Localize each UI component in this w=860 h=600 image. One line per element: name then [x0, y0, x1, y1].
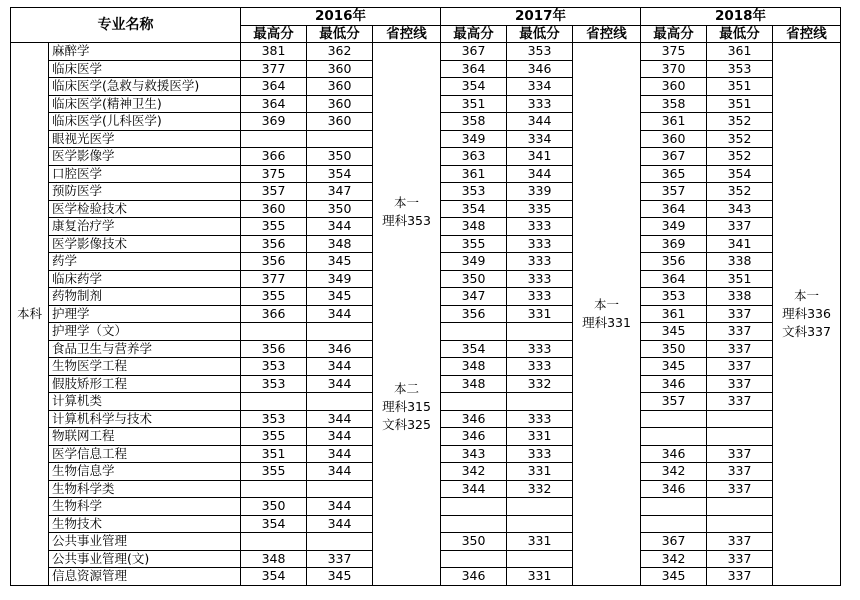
min-score-2017: 333	[507, 340, 573, 358]
major-name-cell: 护理学	[49, 305, 241, 323]
min-score-2017: 334	[507, 78, 573, 96]
min-score-2018	[707, 498, 773, 516]
min-score-2017: 346	[507, 60, 573, 78]
max-score-2018: 361	[641, 305, 707, 323]
major-name-cell: 假肢矫形工程	[49, 375, 241, 393]
major-name-cell: 信息资源管理	[49, 568, 241, 586]
max-score-2016: 366	[241, 148, 307, 166]
min-score-2018: 338	[707, 288, 773, 306]
max-score-2018	[641, 410, 707, 428]
min-score-2018	[707, 410, 773, 428]
year-header-2016: 2016年	[241, 8, 441, 26]
major-name-cell: 生物技术	[49, 515, 241, 533]
max-score-2017: 363	[441, 148, 507, 166]
max-score-2017: 354	[441, 78, 507, 96]
max-score-2017: 349	[441, 253, 507, 271]
min-score-2017: 333	[507, 95, 573, 113]
min-score-2016: 360	[307, 95, 373, 113]
min-score-2018: 338	[707, 253, 773, 271]
min-score-2016	[307, 533, 373, 551]
major-name-cell: 口腔医学	[49, 165, 241, 183]
min-score-2016: 345	[307, 253, 373, 271]
max-score-2018	[641, 428, 707, 446]
max-score-2016: 356	[241, 253, 307, 271]
max-score-2016: 356	[241, 235, 307, 253]
max-score-2018: 346	[641, 480, 707, 498]
min-score-2018: 343	[707, 200, 773, 218]
min-score-2018: 352	[707, 148, 773, 166]
max-score-2016	[241, 130, 307, 148]
control-line-header: 省控线	[573, 25, 641, 43]
min-score-2018: 337	[707, 358, 773, 376]
major-name-cell: 临床医学(儿科医学)	[49, 113, 241, 131]
max-score-2018: 361	[641, 113, 707, 131]
max-score-2018: 364	[641, 200, 707, 218]
min-score-2017: 344	[507, 165, 573, 183]
min-score-2018	[707, 428, 773, 446]
major-name-cell: 医学检验技术	[49, 200, 241, 218]
control-line-2016	[373, 43, 441, 586]
min-score-2016: 337	[307, 550, 373, 568]
max-score-2016: 377	[241, 270, 307, 288]
min-score-2017	[507, 550, 573, 568]
major-name-cell: 临床医学	[49, 60, 241, 78]
admission-scores-document	[10, 7, 841, 586]
major-name-cell: 药学	[49, 253, 241, 271]
min-score-2018: 337	[707, 463, 773, 481]
min-score-2018: 353	[707, 60, 773, 78]
max-score-2016: 356	[241, 340, 307, 358]
major-name-cell: 临床医学(精神卫生)	[49, 95, 241, 113]
max-score-2017: 354	[441, 200, 507, 218]
degree-level-cell: 本科	[11, 43, 49, 586]
min-score-2016	[307, 480, 373, 498]
max-score-2018: 367	[641, 533, 707, 551]
max-score-2018: 345	[641, 568, 707, 586]
min-score-2016: 344	[307, 463, 373, 481]
major-name-header: 专业名称	[11, 8, 241, 43]
max-score-2016: 377	[241, 60, 307, 78]
min-score-2018: 351	[707, 270, 773, 288]
major-name-cell: 医学影像技术	[49, 235, 241, 253]
max-score-2017: 367	[441, 43, 507, 61]
max-score-2018: 342	[641, 550, 707, 568]
min-score-2017	[507, 393, 573, 411]
major-name-cell: 医学影像学	[49, 148, 241, 166]
major-name-cell: 麻醉学	[49, 43, 241, 61]
max-score-2017	[441, 515, 507, 533]
major-name-cell: 计算机科学与技术	[49, 410, 241, 428]
min-score-2016: 349	[307, 270, 373, 288]
min-score-header: 最低分	[707, 25, 773, 43]
max-score-2018: 369	[641, 235, 707, 253]
min-score-2016	[307, 393, 373, 411]
min-score-2016: 344	[307, 410, 373, 428]
max-score-2016: 353	[241, 358, 307, 376]
max-score-2017: 355	[441, 235, 507, 253]
min-score-2018: 337	[707, 480, 773, 498]
max-score-2017: 349	[441, 130, 507, 148]
max-score-2018: 357	[641, 183, 707, 201]
min-score-2017: 333	[507, 235, 573, 253]
min-score-2017: 331	[507, 533, 573, 551]
max-score-2017	[441, 498, 507, 516]
min-score-2018: 337	[707, 375, 773, 393]
min-score-2016: 344	[307, 218, 373, 236]
min-score-2018: 352	[707, 113, 773, 131]
table-header	[11, 8, 841, 43]
max-score-2018: 357	[641, 393, 707, 411]
major-name-cell: 护理学（文）	[49, 323, 241, 341]
min-score-2018: 337	[707, 550, 773, 568]
max-score-2016: 364	[241, 95, 307, 113]
max-score-2017	[441, 393, 507, 411]
min-score-2016: 344	[307, 358, 373, 376]
max-score-2017: 353	[441, 183, 507, 201]
min-score-2018: 337	[707, 305, 773, 323]
max-score-header: 最高分	[441, 25, 507, 43]
major-name-cell: 食品卫生与营养学	[49, 340, 241, 358]
max-score-2016: 366	[241, 305, 307, 323]
max-score-2017: 348	[441, 358, 507, 376]
control-line-text: 文科325	[382, 416, 431, 432]
major-name-cell: 计算机类	[49, 393, 241, 411]
max-score-2016: 355	[241, 218, 307, 236]
control-line-text: 理科336	[782, 305, 831, 321]
major-name-cell: 药物制剂	[49, 288, 241, 306]
control-line-header: 省控线	[373, 25, 441, 43]
min-score-2018: 337	[707, 445, 773, 463]
control-line-text: 本一	[793, 287, 819, 303]
max-score-header: 最高分	[641, 25, 707, 43]
max-score-2016: 353	[241, 410, 307, 428]
max-score-2018: 345	[641, 323, 707, 341]
min-score-2017: 332	[507, 480, 573, 498]
min-score-2018: 337	[707, 568, 773, 586]
max-score-2016: 348	[241, 550, 307, 568]
min-score-2017: 334	[507, 130, 573, 148]
major-name-cell: 眼视光医学	[49, 130, 241, 148]
major-name-cell: 生物科学	[49, 498, 241, 516]
max-score-2018: 345	[641, 358, 707, 376]
max-score-2018: 353	[641, 288, 707, 306]
control-line-text: 理科353	[382, 212, 431, 228]
min-score-2016: 345	[307, 568, 373, 586]
max-score-2016: 350	[241, 498, 307, 516]
major-name-cell: 生物医学工程	[49, 358, 241, 376]
major-name-cell: 临床医学(急救与救援医学)	[49, 78, 241, 96]
major-name-cell: 临床药学	[49, 270, 241, 288]
min-score-2018: 351	[707, 95, 773, 113]
max-score-2016: 355	[241, 288, 307, 306]
max-score-2017: 342	[441, 463, 507, 481]
min-score-2017: 333	[507, 270, 573, 288]
control-line-text: 本一	[593, 296, 619, 312]
min-score-2017: 333	[507, 288, 573, 306]
max-score-2016: 364	[241, 78, 307, 96]
min-score-2017: 341	[507, 148, 573, 166]
max-score-2018: 360	[641, 130, 707, 148]
max-score-2018: 367	[641, 148, 707, 166]
min-score-2017: 332	[507, 375, 573, 393]
max-score-2016: 355	[241, 463, 307, 481]
min-score-2018: 361	[707, 43, 773, 61]
major-name-cell: 物联网工程	[49, 428, 241, 446]
min-score-2017: 333	[507, 218, 573, 236]
max-score-2018: 360	[641, 78, 707, 96]
min-score-2016: 360	[307, 60, 373, 78]
table-row	[11, 43, 841, 61]
max-score-2018: 358	[641, 95, 707, 113]
score-table	[10, 7, 841, 586]
max-score-2018: 342	[641, 463, 707, 481]
major-name-cell: 康复治疗学	[49, 218, 241, 236]
max-score-2017: 354	[441, 340, 507, 358]
min-score-2016: 348	[307, 235, 373, 253]
max-score-2016: 375	[241, 165, 307, 183]
min-score-2018: 351	[707, 78, 773, 96]
min-score-2017	[507, 498, 573, 516]
min-score-2018: 337	[707, 340, 773, 358]
min-score-2016: 354	[307, 165, 373, 183]
min-score-2017	[507, 515, 573, 533]
min-score-2016: 344	[307, 515, 373, 533]
min-score-2017: 333	[507, 253, 573, 271]
min-score-2018: 352	[707, 183, 773, 201]
max-score-2016: 381	[241, 43, 307, 61]
table-body	[11, 43, 841, 586]
min-score-2016: 360	[307, 78, 373, 96]
major-name-cell: 生物科学类	[49, 480, 241, 498]
max-score-2017: 358	[441, 113, 507, 131]
max-score-2018	[641, 515, 707, 533]
max-score-2017	[441, 550, 507, 568]
max-score-2017: 346	[441, 410, 507, 428]
max-score-2016: 357	[241, 183, 307, 201]
min-score-2016: 344	[307, 445, 373, 463]
min-score-2016	[307, 323, 373, 341]
year-header-2018: 2018年	[641, 8, 841, 26]
max-score-2017: 343	[441, 445, 507, 463]
max-score-2018: 346	[641, 375, 707, 393]
max-score-2017: 347	[441, 288, 507, 306]
major-name-cell: 生物信息学	[49, 463, 241, 481]
max-score-2016: 369	[241, 113, 307, 131]
major-name-cell: 医学信息工程	[49, 445, 241, 463]
min-score-2017: 333	[507, 358, 573, 376]
min-score-2016: 344	[307, 498, 373, 516]
max-score-2018: 356	[641, 253, 707, 271]
control-line-2017	[573, 43, 641, 586]
min-score-2016: 350	[307, 200, 373, 218]
min-score-2017: 339	[507, 183, 573, 201]
max-score-2016: 351	[241, 445, 307, 463]
min-score-2018: 337	[707, 218, 773, 236]
major-name-cell: 预防医学	[49, 183, 241, 201]
max-score-2016: 353	[241, 375, 307, 393]
control-line-text: 文科337	[782, 323, 831, 339]
max-score-2017: 350	[441, 270, 507, 288]
min-score-2018: 337	[707, 393, 773, 411]
max-score-2016	[241, 393, 307, 411]
max-score-2017: 356	[441, 305, 507, 323]
max-score-2017: 351	[441, 95, 507, 113]
min-score-2016: 345	[307, 288, 373, 306]
max-score-2017: 344	[441, 480, 507, 498]
max-score-2017: 346	[441, 428, 507, 446]
min-score-2017: 333	[507, 445, 573, 463]
major-name-cell: 公共事业管理(文)	[49, 550, 241, 568]
max-score-2016	[241, 480, 307, 498]
year-header-2017: 2017年	[441, 8, 641, 26]
max-score-2018: 370	[641, 60, 707, 78]
min-score-2017: 331	[507, 568, 573, 586]
max-score-2017: 348	[441, 375, 507, 393]
control-line-text: 本二	[393, 380, 419, 396]
min-score-2017: 331	[507, 305, 573, 323]
min-score-2017	[507, 323, 573, 341]
min-score-header: 最低分	[507, 25, 573, 43]
min-score-header: 最低分	[307, 25, 373, 43]
max-score-2018: 350	[641, 340, 707, 358]
max-score-2016: 354	[241, 568, 307, 586]
max-score-2016: 354	[241, 515, 307, 533]
control-line-text: 理科315	[382, 398, 431, 414]
min-score-2018: 337	[707, 323, 773, 341]
min-score-2016: 362	[307, 43, 373, 61]
min-score-2017: 353	[507, 43, 573, 61]
max-score-2018: 375	[641, 43, 707, 61]
min-score-2018	[707, 515, 773, 533]
max-score-2018: 349	[641, 218, 707, 236]
min-score-2016: 344	[307, 375, 373, 393]
max-score-2017: 348	[441, 218, 507, 236]
max-score-2016: 355	[241, 428, 307, 446]
max-score-2018	[641, 498, 707, 516]
max-score-2018: 346	[641, 445, 707, 463]
min-score-2018: 337	[707, 533, 773, 551]
max-score-2017: 346	[441, 568, 507, 586]
major-name-cell: 公共事业管理	[49, 533, 241, 551]
min-score-2016: 360	[307, 113, 373, 131]
max-score-2017	[441, 323, 507, 341]
min-score-2017: 344	[507, 113, 573, 131]
control-line-header: 省控线	[773, 25, 841, 43]
min-score-2018: 352	[707, 130, 773, 148]
max-score-2018: 365	[641, 165, 707, 183]
control-line-2018	[773, 43, 841, 586]
min-score-2017: 333	[507, 410, 573, 428]
min-score-2016: 344	[307, 428, 373, 446]
control-line-text: 本一	[393, 194, 419, 210]
max-score-2018: 364	[641, 270, 707, 288]
max-score-2017: 364	[441, 60, 507, 78]
min-score-2018: 354	[707, 165, 773, 183]
max-score-header: 最高分	[241, 25, 307, 43]
min-score-2016: 350	[307, 148, 373, 166]
max-score-2017: 361	[441, 165, 507, 183]
min-score-2017: 331	[507, 463, 573, 481]
control-line-text: 理科331	[582, 314, 631, 330]
control-line-spacer	[373, 230, 440, 380]
max-score-2017: 350	[441, 533, 507, 551]
min-score-2017: 331	[507, 428, 573, 446]
max-score-2016: 360	[241, 200, 307, 218]
min-score-2016: 347	[307, 183, 373, 201]
max-score-2016	[241, 533, 307, 551]
min-score-2016: 344	[307, 305, 373, 323]
min-score-2017: 335	[507, 200, 573, 218]
min-score-2018: 341	[707, 235, 773, 253]
min-score-2016	[307, 130, 373, 148]
min-score-2016: 346	[307, 340, 373, 358]
max-score-2016	[241, 323, 307, 341]
